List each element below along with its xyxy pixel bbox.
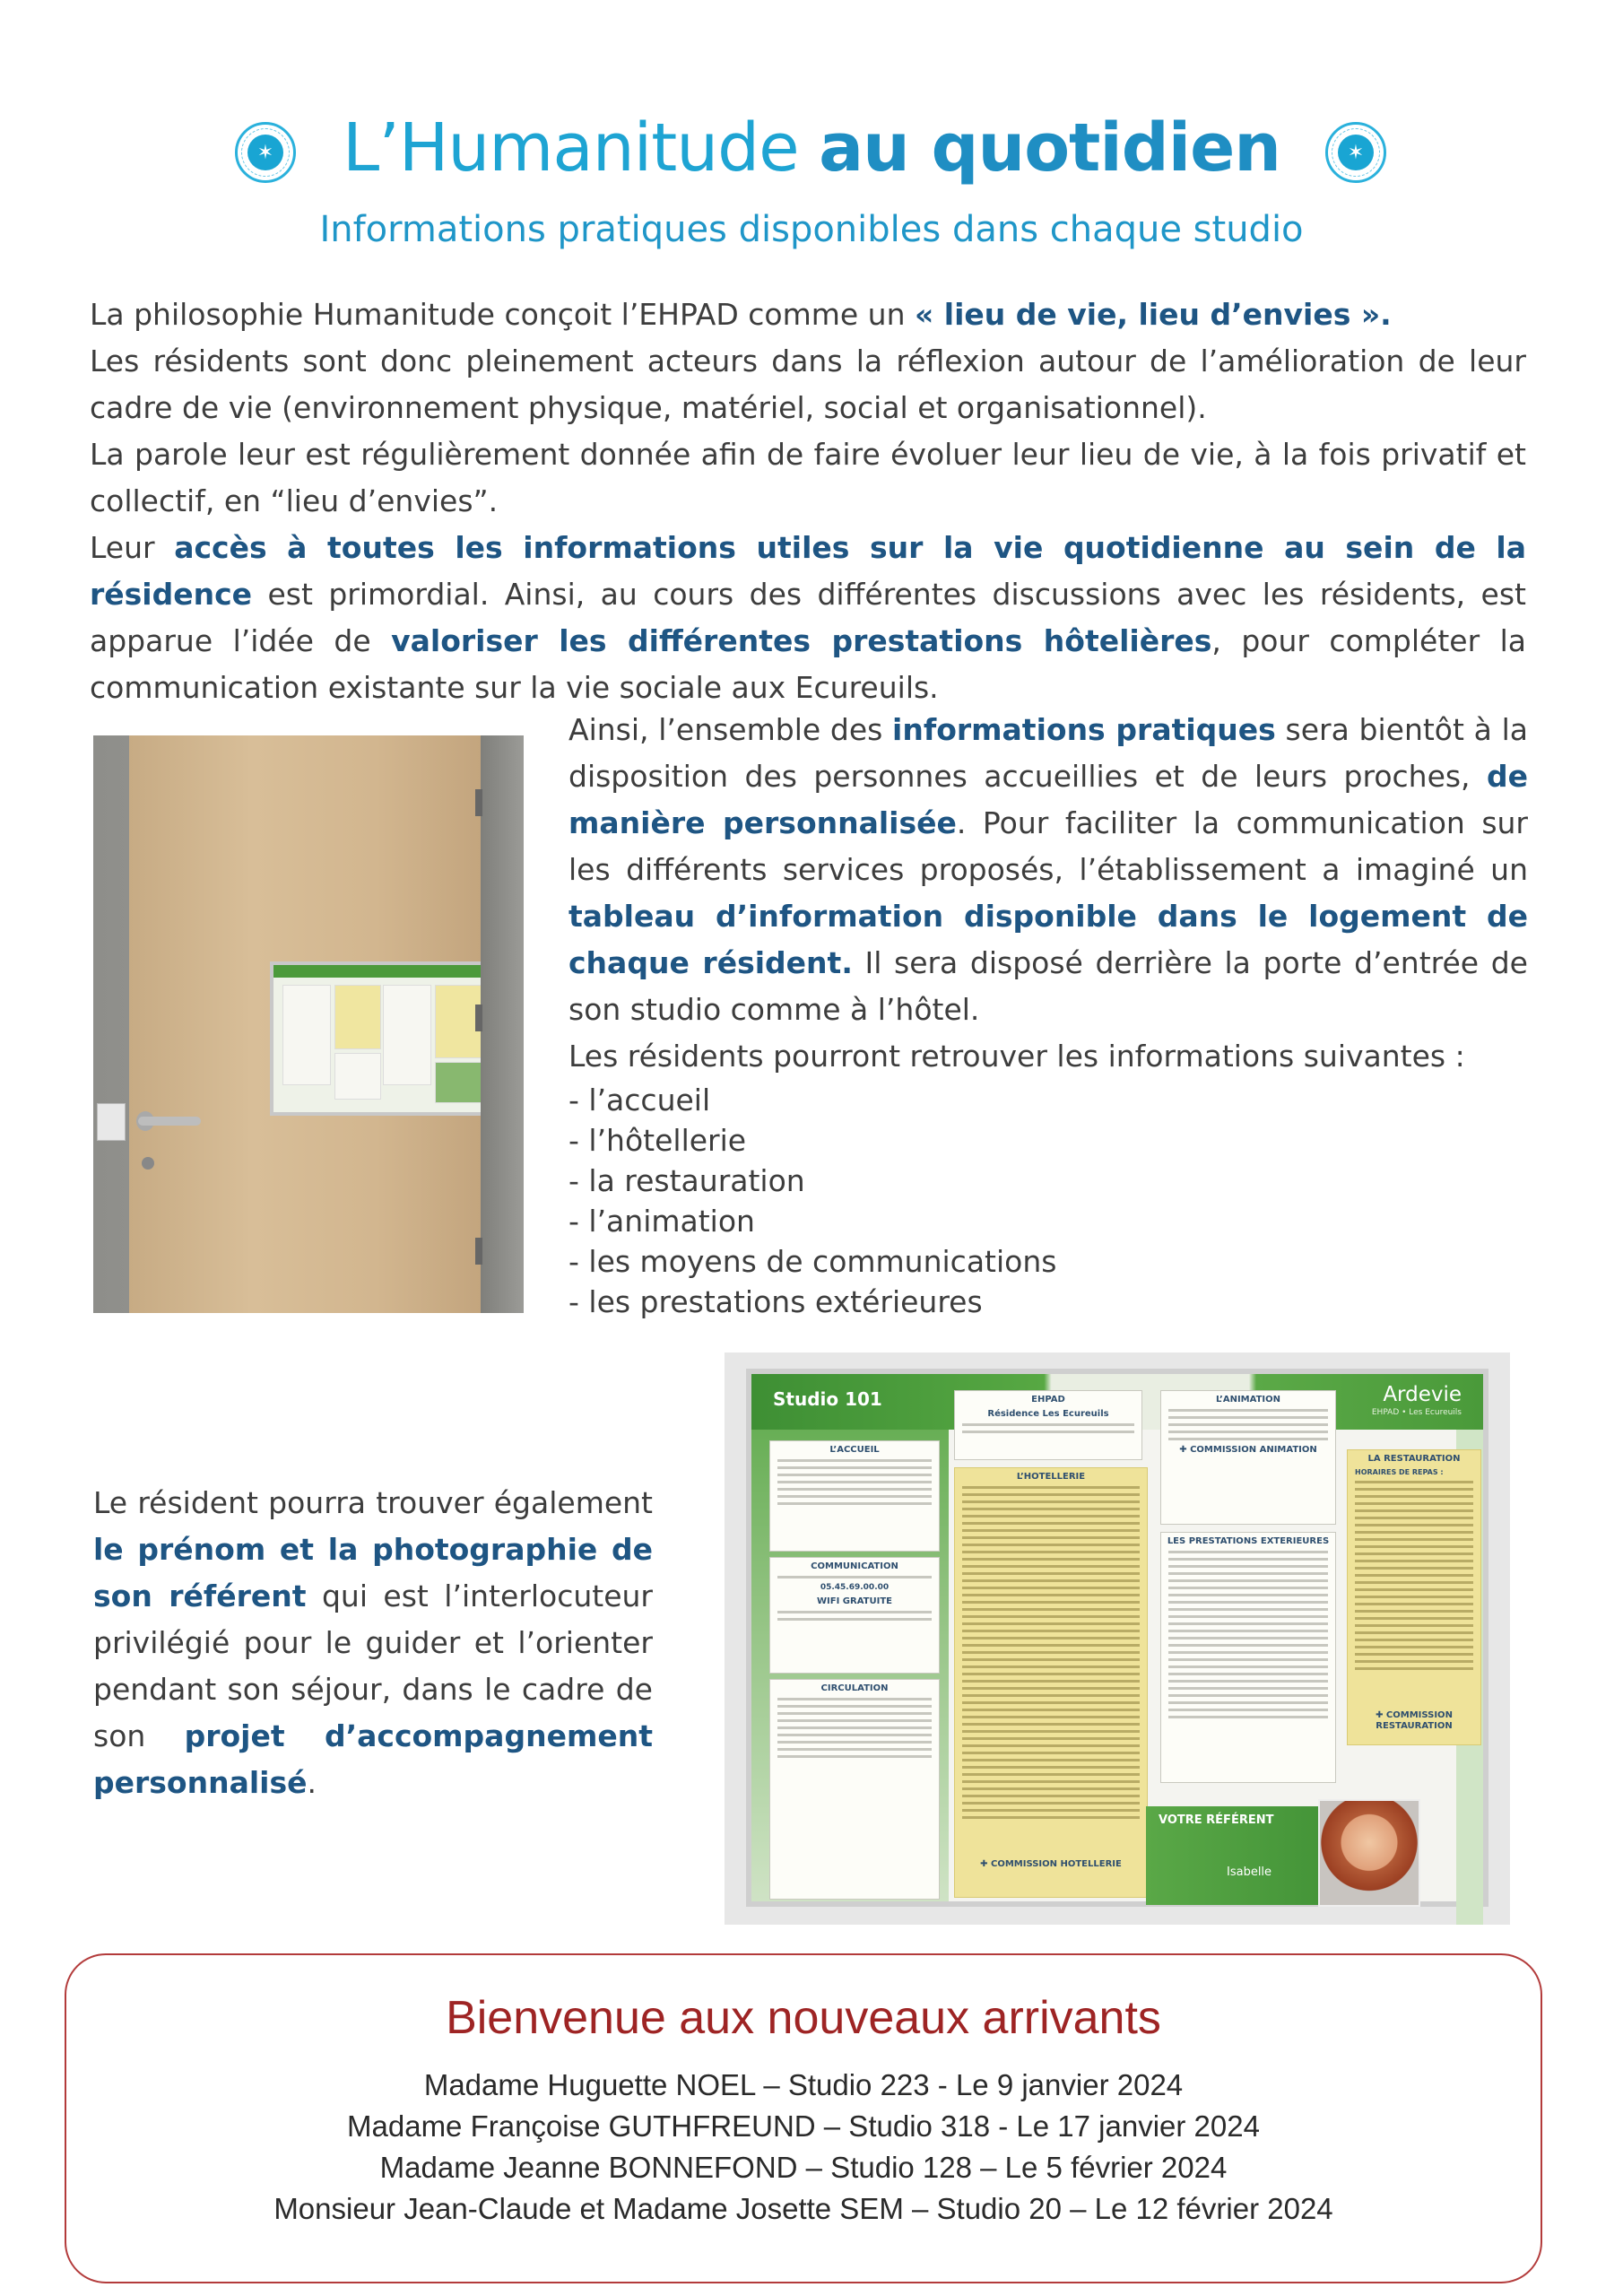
welcome-box	[65, 1953, 1542, 2283]
intro-p4-text-a: Leur	[90, 530, 175, 565]
board-communication-title: COMMUNICATION	[811, 1561, 898, 1571]
info-highlight-1: informations pratiques	[892, 712, 1276, 747]
info-paragraph	[568, 707, 1528, 1033]
referent-text-a: Le résident pourra trouver également	[93, 1485, 653, 1520]
intro-p4-text-c: , pour compléter la communication existante sur la vie sociale aux Ecureuils.	[90, 623, 1526, 705]
board-brand: Ardevie	[1383, 1383, 1462, 1406]
door	[129, 735, 481, 1313]
door-info-board	[270, 961, 487, 1116]
welcome-line: Madame Huguette NOEL – Studio 223 - Le 9 janvier 2024	[423, 2068, 1184, 2101]
board-commission-restauration: ✚ COMMISSION RESTAURATION	[1376, 1710, 1453, 1731]
referent-highlight-2: projet d’accompagnement personnalisé	[93, 1718, 653, 1800]
referent-text-c: .	[307, 1765, 317, 1800]
board-referent-title: VOTRE RÉFÉRENT	[1159, 1813, 1274, 1827]
board-hotellerie	[954, 1467, 1148, 1898]
page-title	[0, 109, 1623, 187]
board-restauration	[1347, 1449, 1481, 1745]
list-item: - l’animation	[568, 1204, 755, 1239]
board-animation-title: L’ANIMATION	[1215, 1395, 1281, 1405]
humanitude-logo-left-icon: ✶	[235, 122, 296, 183]
board-referent-name: Isabelle	[1227, 1866, 1272, 1879]
board-ehpad-header	[954, 1390, 1142, 1460]
info-text-b: sera bientôt à la disposition des personnes accueillies et de leurs proches,	[568, 712, 1528, 794]
board-commission-animation: ✚ COMMISSION ANIMATION	[1179, 1445, 1317, 1455]
referent-portrait	[1318, 1799, 1420, 1907]
intro-p1-text: La philosophie Humanitude conçoit l’EHPAD comme un	[90, 297, 915, 332]
board-circulation-title: CIRCULATION	[820, 1683, 889, 1693]
list-item: - les prestations extérieures	[568, 1284, 983, 1319]
board-studio-label: Studio 101	[773, 1388, 882, 1410]
title-bold: au quotidien	[819, 109, 1280, 187]
intro-paragraph-1	[90, 291, 1526, 338]
door-photo	[93, 735, 524, 1313]
wall-socket	[97, 1103, 126, 1141]
info-text-d: Il sera disposé derrière la porte d’entrée de son studio comme à l’hôtel.	[568, 945, 1528, 1027]
page-subtitle: Informations pratiques disponibles dans chaque studio	[319, 209, 1304, 250]
board-accueil-title: L’ACCUEIL	[829, 1445, 880, 1455]
board-brand-sub: EHPAD • Les Ecureuils	[1371, 1408, 1462, 1417]
board-prestations-ext	[1160, 1532, 1336, 1783]
board-wifi-title: WIFI GRATUITE	[817, 1596, 892, 1606]
intro-p4-text-b: est primordial. Ainsi, au cours des différentes discussions avec les résidents, est apparue l’idée de	[90, 577, 1526, 658]
board-animation	[1160, 1390, 1336, 1525]
info-text-a: Ainsi, l’ensemble des	[568, 712, 893, 747]
intro-p4-highlight-2: valoriser les différentes prestations hôtelières	[391, 623, 1212, 658]
board-communication	[769, 1557, 940, 1674]
welcome-line: Madame Jeanne BONNEFOND – Studio 128 – Le 5 février 2024	[379, 2151, 1228, 2184]
board-horaires: HORAIRES DE REPAS :	[1355, 1468, 1444, 1476]
referent-paragraph	[93, 1480, 653, 1806]
door-lock	[142, 1157, 154, 1170]
board-hotellerie-title: L’HOTELLERIE	[1016, 1472, 1086, 1482]
info-highlight-2: de manière personnalisée	[568, 759, 1528, 840]
board-commission-hotellerie: ✚ COMMISSION HOTELLERIE	[980, 1859, 1122, 1869]
info-highlight-3: tableau d’information disponible dans le logement de chaque résident.	[568, 899, 1528, 980]
list-item: - les moyens de communications	[568, 1244, 1057, 1279]
humanitude-logo-right-icon: ✶	[1325, 122, 1386, 183]
list-intro: Les résidents pourront retrouver les informations suivantes :	[568, 1039, 1465, 1074]
info-list	[568, 1080, 1528, 1322]
door-handle	[138, 1117, 201, 1126]
board-accueil	[769, 1440, 940, 1552]
referent-highlight-1: le prénom et la photographie de son référent	[93, 1532, 653, 1613]
welcome-line: Madame Françoise GUTHFREUND – Studio 318 - Le 17 janvier 2024	[347, 2109, 1260, 2143]
intro-paragraph-3: La parole leur est régulièrement donnée afin de faire évoluer leur lieu de vie, à la fois privatif et collectif, en “lieu d’envies”.	[90, 437, 1526, 518]
info-board	[746, 1369, 1488, 1907]
welcome-title: Bienvenue aux nouveaux arrivants	[446, 1992, 1161, 2044]
title-light: L’Humanitude	[343, 109, 799, 187]
intro-paragraph-4	[90, 525, 1526, 711]
referent-text-b: qui est l’interlocuteur privilégié pour le guider et l’orienter pendant son séjour, dans le cadre de son	[93, 1578, 653, 1753]
list-item: - la restauration	[568, 1163, 805, 1198]
board-prestations-title: LES PRESTATIONS EXTERIEURES	[1167, 1536, 1330, 1546]
list-item: - l’hôtellerie	[568, 1123, 747, 1158]
board-residence: Résidence Les Ecureuils	[987, 1409, 1109, 1419]
info-text-c: . Pour faciliter la communication sur les différents services proposés, l’établissement a imaginé un	[568, 805, 1529, 887]
info-board-photo	[725, 1352, 1510, 1925]
intro-paragraph-2: Les résidents sont donc pleinement acteurs dans la réflexion autour de l’amélioration de leur cadre de vie (environnement physique, matériel, social et organisationnel).	[90, 344, 1526, 425]
board-ehpad: EHPAD	[1031, 1395, 1065, 1405]
board-restauration-title: LA RESTAURATION	[1367, 1454, 1461, 1464]
board-phone: 05.45.69.00.00	[820, 1583, 890, 1592]
list-item: - l’accueil	[568, 1083, 711, 1118]
board-circulation	[769, 1679, 940, 1900]
welcome-line: Monsieur Jean-Claude et Madame Josette SEM – Studio 20 – Le 12 février 2024	[273, 2192, 1333, 2225]
intro-p4-highlight-1: accès à toutes les informations utiles sur la vie quotidienne au sein de la résidence	[90, 530, 1526, 612]
intro-p1-highlight: « lieu de vie, lieu d’envies ».	[914, 297, 1392, 332]
